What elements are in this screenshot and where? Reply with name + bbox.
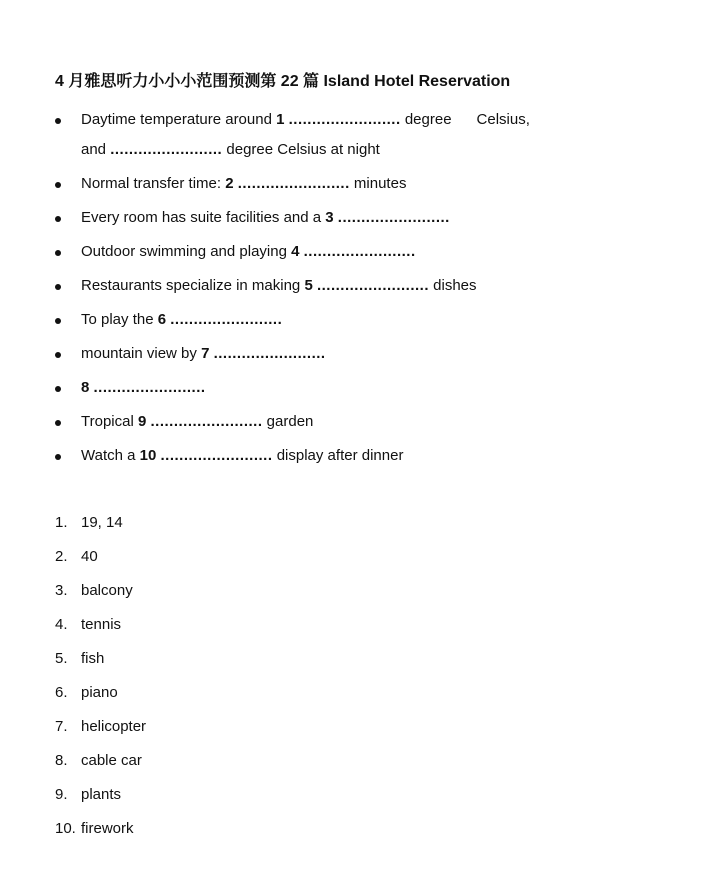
blank-number: 5: [304, 277, 313, 294]
answer-text: helicopter: [81, 718, 147, 735]
bullet-pre: mountain view by: [81, 345, 202, 362]
bullet-text: [81, 243, 416, 260]
bullet-text: [81, 345, 326, 362]
answer-number: 10.: [55, 820, 76, 837]
bullet-dot: [55, 420, 61, 426]
bullet-continuation: [81, 141, 380, 158]
answer-number: 2.: [55, 548, 68, 565]
answer-blank: ........................: [288, 111, 401, 128]
bullet-pre: Restaurants specialize in making: [81, 277, 305, 294]
bullet-text: [81, 379, 206, 396]
answer-text: cable car: [81, 752, 142, 769]
bullet-pre: Normal transfer time:: [81, 175, 226, 192]
answer-blank: ........................: [316, 277, 429, 294]
answer-blank: ........................: [237, 175, 350, 192]
answer-text: 19, 14: [81, 514, 123, 531]
bullet-dot: [55, 250, 61, 256]
bullet-post: minutes: [349, 175, 407, 192]
answer-text: fish: [81, 650, 105, 667]
bullet-text: [81, 311, 282, 328]
answer-item-8: [55, 752, 142, 769]
answer-number: 8.: [55, 752, 68, 769]
answer-blank: ........................: [110, 141, 223, 158]
bullet-dot: [55, 118, 61, 124]
bullet-text: [81, 413, 313, 430]
blank-number: 1: [276, 111, 285, 128]
bullet-dot: [55, 386, 61, 392]
answer-number: 3.: [55, 582, 68, 599]
answer-blank: ........................: [170, 311, 283, 328]
answer-text: firework: [81, 820, 134, 837]
answer-number: 5.: [55, 650, 68, 667]
bullet-pre: Daytime temperature around: [81, 111, 277, 128]
answer-number: 7.: [55, 718, 68, 735]
bullet-dot: [55, 182, 61, 188]
bullet-text: [81, 447, 403, 464]
answer-text: 40: [81, 548, 98, 565]
blank-number: 7: [201, 345, 210, 362]
bullet-pre: Tropical: [81, 413, 138, 430]
answer-number: 4.: [55, 616, 68, 633]
page-title: 4 月雅思听力小小小范围预测第 22 篇 Island Hotel Reservation: [55, 73, 511, 90]
answer-blank: ........................: [160, 447, 273, 464]
answer-text: tennis: [81, 616, 122, 633]
answer-blank: ........................: [337, 209, 450, 226]
answer-item-9: [55, 786, 121, 803]
bullet-dot: [55, 318, 61, 324]
bullet-pre: To play the: [81, 311, 158, 328]
blank-number: 4: [291, 243, 300, 260]
bullet-dot: [55, 454, 61, 460]
answer-text: plants: [81, 786, 122, 803]
answer-blank: ........................: [93, 379, 206, 396]
bullet-text: [81, 277, 477, 294]
blank-number: 10: [139, 447, 157, 464]
bullet-post: garden: [262, 413, 314, 430]
answer-item-1: [55, 514, 123, 531]
answer-item-4: [55, 616, 121, 633]
bullet-pre: and: [81, 141, 111, 158]
answer-item-6: [55, 684, 118, 701]
answer-number: 9.: [55, 786, 68, 803]
bullet-pre: Watch a: [81, 447, 140, 464]
answer-blank: ........................: [213, 345, 326, 362]
bullet-dot: [55, 216, 61, 222]
bullet-text: [81, 209, 450, 226]
blank-number: 2: [225, 175, 234, 192]
blank-number: 6: [157, 311, 167, 328]
bullet-text: [81, 111, 530, 128]
answer-item-10: [55, 820, 134, 837]
answer-blank: ........................: [150, 413, 263, 430]
answer-number: 1.: [55, 514, 68, 531]
blank-number: 9: [137, 413, 147, 430]
blank-number: 8: [81, 379, 90, 396]
answer-text: balcony: [81, 582, 133, 599]
answer-item-3: [55, 582, 133, 599]
bullet-pre: Outdoor swimming and playing: [81, 243, 292, 260]
bullet-dot: [55, 284, 61, 290]
bullet-text: [81, 175, 406, 192]
bullet-dot: [55, 352, 61, 358]
bullet-post: display after dinner: [272, 447, 404, 464]
answer-text: piano: [81, 684, 118, 701]
bullet-post: dishes: [429, 277, 477, 294]
bullet-post: degree Celsius,: [400, 111, 530, 128]
bullet-post: degree Celsius at night: [222, 141, 380, 158]
answer-item-2: [55, 548, 98, 565]
answer-number: 6.: [55, 684, 68, 701]
blank-number: 3: [325, 209, 334, 226]
answer-item-7: [55, 718, 146, 735]
answer-blank: ........................: [303, 243, 416, 260]
answer-item-5: [55, 650, 104, 667]
bullet-pre: Every room has suite facilities and a: [81, 209, 326, 226]
